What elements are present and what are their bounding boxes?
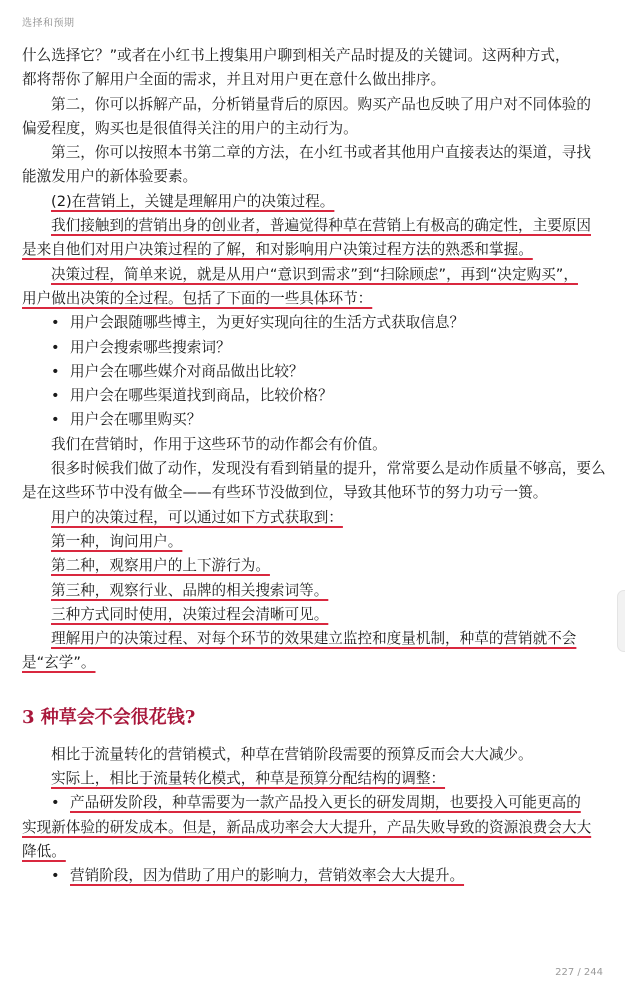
text-line <box>22 579 608 603</box>
text-line <box>22 743 608 767</box>
text-line <box>22 263 608 287</box>
highlighted-text[interactable]: 是来自他们对用户决策过程的了解，和对影响用户决策过程方法的熟悉和掌握。 <box>22 241 533 259</box>
bullet-icon: • <box>51 362 60 380</box>
highlighted-text[interactable]: (2)在营销上，关键是理解用户的决策过程。 <box>51 192 335 210</box>
bullet-icon: • <box>51 411 60 429</box>
text-line <box>22 457 608 481</box>
text-line <box>22 117 608 141</box>
line-text: 都将帮你了解用户全面的需求，并且对用户更在意什么做出排序。 <box>22 71 446 89</box>
line-text: 我们在营销时，作用于这些环节的动作都会有价值。 <box>51 435 387 453</box>
text-line <box>22 603 608 627</box>
line-text: 用户会在哪些媒介对商品做出比较？ <box>70 362 304 380</box>
highlighted-text[interactable]: 营销阶段，因为借助了用户的影响力，营销效率会大大提升。 <box>70 867 465 885</box>
bullet-icon: • <box>51 314 60 332</box>
page-turn-handle[interactable] <box>617 590 625 652</box>
line-text: 什么选择它？”或者在小红书上搜集用户聊到相关产品时提及的关键词。这两种方式， <box>22 47 570 64</box>
text-line <box>22 627 608 651</box>
bullet-item <box>22 864 608 888</box>
highlighted-text[interactable]: 实现新体验的研发成本。但是，新品成功率会大大提升，产品失败导致的资源浪费会大大 <box>22 818 592 836</box>
text-line <box>22 433 608 457</box>
text-line <box>22 141 608 165</box>
text-line <box>22 816 608 840</box>
text-line <box>22 190 608 214</box>
body-text <box>22 44 608 676</box>
line-text: 很多时候我们做了动作，发现没有看到销量的提升，常常要么是动作质量不够高，要么 <box>51 460 606 478</box>
highlighted-text[interactable]: 三种方式同时使用，决策过程会清晰可见。 <box>51 605 329 623</box>
highlighted-text[interactable]: 产品研发阶段，种草需要为一款产品投入更长的研发周期，也要投入可能更高的 <box>70 794 581 812</box>
section-title: 3 种草会不会很花钱? <box>22 706 196 728</box>
highlighted-text[interactable]: 决策过程，简单来说，就是从用户“意识到需求”到“扫除顾虑”，再到“决定购买”， <box>51 265 578 283</box>
highlighted-text[interactable]: 我们接触到的营销出身的创业者，普遍觉得种草在营销上有极高的确定性，主要原因 <box>51 217 591 235</box>
text-line <box>22 530 608 554</box>
highlighted-text[interactable]: 第二种，观察用户的上下游行为。 <box>51 557 270 575</box>
bullet-item <box>22 360 608 384</box>
highlighted-text[interactable]: 是“玄学”。 <box>22 654 96 672</box>
text-line <box>22 93 608 117</box>
section-text <box>22 743 608 889</box>
line-text: 用户会在哪些渠道找到商品，比较价格？ <box>70 387 333 405</box>
bullet-icon: • <box>51 338 60 356</box>
highlighted-text[interactable]: 用户的决策过程，可以通过如下方式获取到： <box>51 508 343 526</box>
text-line <box>22 68 608 92</box>
line-text: 用户会在哪里购买？ <box>70 411 202 429</box>
text-line <box>22 506 608 530</box>
line-text: 用户会跟随哪些博主，为更好实现向往的生活方式获取信息？ <box>70 314 465 332</box>
line-text: 相比于流量转化的营销模式，种草在营销阶段需要的预算反而会大大减少。 <box>51 745 533 763</box>
highlighted-text[interactable]: 降低。 <box>22 842 66 860</box>
line-text: 第三，你可以按照本书第二章的方法，在小红书或者其他用户直接表达的渠道，寻找 <box>51 144 591 162</box>
page-number: 227 / 244 <box>555 967 603 978</box>
page-body <box>22 44 608 889</box>
highlighted-text[interactable]: 实际上，相比于流量转化模式，种草是预算分配结构的调整： <box>51 770 446 788</box>
text-line <box>22 165 608 189</box>
bullet-item <box>22 408 608 432</box>
line-text: 偏爱程度，购买也是很值得关注的用户的主动行为。 <box>22 119 358 137</box>
text-line <box>22 214 608 238</box>
highlighted-text[interactable]: 用户做出决策的全过程。包括了下面的一些具体环节： <box>22 289 373 307</box>
text-line <box>22 287 608 311</box>
line-text: 能激发用户的新体验要素。 <box>22 168 198 186</box>
line-text: 是在这些环节中没有做全——有些环节没做到位，导致其他环节的努力功亏一篑。 <box>22 484 548 502</box>
bullet-item <box>22 791 608 815</box>
text-line <box>22 767 608 791</box>
bullet-icon: • <box>51 794 60 812</box>
bullet-item <box>22 336 608 360</box>
text-line <box>22 44 608 68</box>
bullet-item <box>22 311 608 335</box>
highlighted-text[interactable]: 理解用户的决策过程、对每个环节的效果建立监控和度量机制，种草的营销就不会 <box>51 630 577 648</box>
bullet-item <box>22 384 608 408</box>
running-header: 选择和预期 <box>22 18 75 29</box>
line-text: 第二，你可以拆解产品，分析销量背后的原因。购买产品也反映了用户对不同体验的 <box>51 95 591 113</box>
text-line <box>22 651 608 675</box>
highlighted-text[interactable]: 第三种，观察行业、品牌的相关搜索词等。 <box>51 581 329 599</box>
text-line <box>22 238 608 262</box>
line-text: 用户会搜索哪些搜索词？ <box>70 338 231 356</box>
text-line <box>22 481 608 505</box>
bullet-icon: • <box>51 387 60 405</box>
bullet-icon: • <box>51 867 60 885</box>
text-line <box>22 840 608 864</box>
highlighted-text[interactable]: 第一种，询问用户。 <box>51 532 183 550</box>
text-line <box>22 554 608 578</box>
